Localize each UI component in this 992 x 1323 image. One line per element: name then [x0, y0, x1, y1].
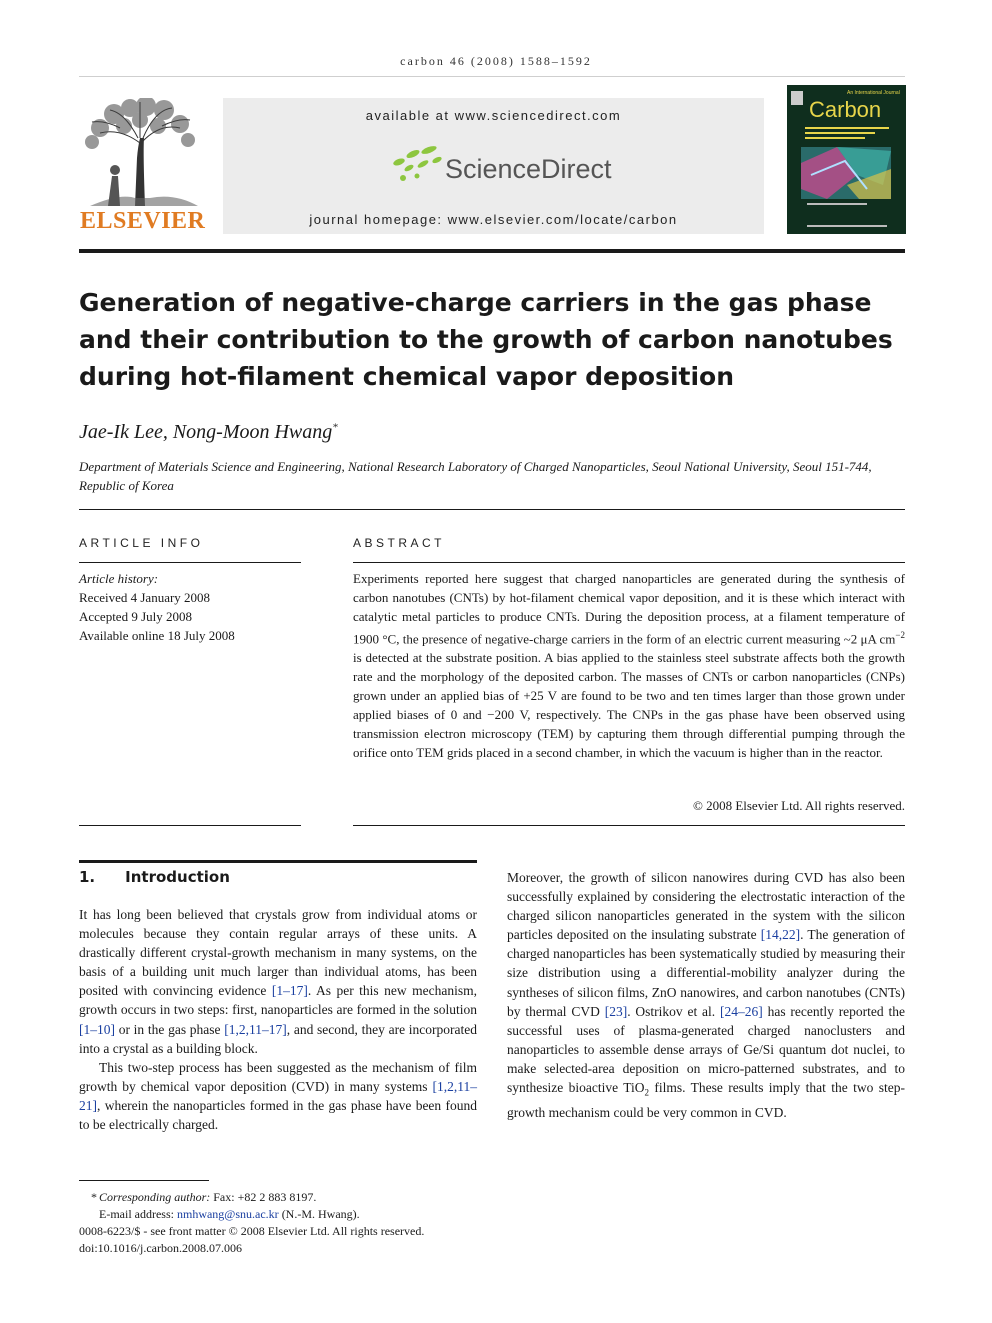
intro-paragraph-3: [507, 868, 905, 1122]
citation-link[interactable]: [1–17]: [271, 983, 308, 999]
text: . As per this new mechanism, growth occurs in two steps: first, nanoparticles are formed in the solution: [79, 983, 477, 1018]
abstract-exponent: −2: [895, 630, 905, 640]
section-title: Introduction: [125, 868, 230, 886]
doi-line[interactable]: doi:10.1016/j.carbon.2008.07.006: [79, 1241, 242, 1255]
text: films. These results imply that the two step-growth mechanism could be very common in CVD.: [507, 1080, 906, 1120]
abstract-bottom-rule: [353, 825, 905, 826]
history-label: Article history:: [79, 571, 159, 586]
footnote-rule: [79, 1180, 209, 1181]
header-rule: [79, 76, 905, 77]
abstract-copyright: © 2008 Elsevier Ltd. All rights reserved.: [692, 798, 905, 813]
footnote-label: Corresponding author:: [99, 1190, 211, 1204]
section-heading-introduction: [79, 868, 230, 886]
text: has recently reported the successful uses of plasma-generated charged nanoclusters and nanoparticles to assemble dense arrays of Ge/Si quantum dot nuclei, to make selected-area deposition on micro-patterned substrates, and to synthesize bioactive TiO: [507, 1003, 905, 1096]
journal-homepage-text[interactable]: journal homepage: www.elsevier.com/locate/carbon: [309, 212, 678, 227]
sciencedirect-wordmark: ScienceDirect: [445, 154, 612, 184]
abstract-label: ABSTRACT: [353, 536, 446, 550]
cover-title: Carbon: [809, 97, 882, 122]
sciencedirect-banner: [223, 98, 764, 234]
email-footnote: [99, 1206, 360, 1222]
abstract-part-2: is detected at the substrate position. A bias applied to the stainless steel substrate affects both the growth rate and the morphology of the deposited carbon. The masses of CNTs or carbon nanoparticles (CNPs) grown under an applied bias of +25 V are found to be two and ten times larger than those grown under applied biases of 0 and −200 V, respectively. The CNPs in the gas phase have been observed using transmission electron microscopy (TEM) by capturing them through differential pumping through the orifice onto TEM grids placed in a second chamber, in which the vacuum is higher than in the reactor.: [353, 650, 905, 761]
abstract-text: [353, 569, 905, 762]
article-title: Generation of negative-charge carriers in the gas phase and their contribution to the growth of carbon nanotubes during hot-filament chemical vapor deposition: [79, 288, 893, 391]
text: . Ostrikov et al.: [627, 1003, 720, 1019]
info-bottom-rule: [79, 825, 301, 826]
elsevier-tree-logo: [80, 98, 200, 206]
info-top-rule: [79, 509, 905, 510]
intro-paragraph-1: [79, 905, 477, 1058]
text: , wherein the nanoparticles formed in the gas phase have been found to be electrically charged.: [79, 1097, 477, 1133]
journal-cover-image: [787, 85, 906, 234]
cover-subtitle: An International Journal: [847, 90, 900, 96]
available-at-text[interactable]: available at www.sciencedirect.com: [365, 108, 622, 123]
masthead-rule: [79, 249, 905, 253]
corresponding-author-footnote: [79, 1189, 316, 1205]
text: . The generation of charged nanoparticles has been systematically studied by measuring their size distribution using a differential-mobility analyzer during the syntheses of silicon films, ZnO nanowires, and carbon nanotubes (CNTs) by thermal CVD: [507, 927, 905, 1019]
citation-link[interactable]: [1–10]: [79, 1021, 115, 1037]
email-link[interactable]: nmhwang@snu.ac.kr: [176, 1207, 279, 1221]
right-column-text: [507, 868, 905, 1122]
text: , and second, they are incorporated into a crystal as a building block.: [79, 1021, 478, 1056]
received-date: Received 4 January 2008: [79, 590, 211, 605]
citation-link[interactable]: [14,22]: [760, 927, 801, 943]
info-label-rule: [79, 562, 301, 563]
intro-paragraph-2: [79, 1058, 477, 1134]
text: It has long been believed that crystals grow from individual atoms or molecules because they contain regular arrays of these units. A drastically different crystal-growth mechanism in many systems, on the basis of a building unit much larger than individual atoms, has been posited with convincing evidence: [79, 907, 477, 999]
citation-link[interactable]: [1,2,11–21]: [79, 1078, 477, 1113]
corresponding-author-mark[interactable]: *: [332, 421, 338, 434]
footnote-fax: Fax: +82 2 883 8197.: [210, 1190, 317, 1204]
issn-line: 0008-6223/$ - see front matter © 2008 Elsevier Ltd. All rights reserved.: [79, 1224, 425, 1238]
section-number: 1.: [79, 868, 96, 886]
text: or in the gas phase: [115, 1021, 225, 1037]
affiliation: Department of Materials Science and Engineering, National Research Laboratory of Charged Nanoparticles, Seoul National University, Seoul 151-744, Republic of Korea: [79, 459, 872, 493]
citation-link[interactable]: [23]: [604, 1003, 628, 1019]
article-info-label: ARTICLE INFO: [79, 536, 204, 550]
abstract-label-rule: [353, 562, 905, 563]
intro-heading-rule: [79, 860, 477, 863]
email-owner: (N.-M. Hwang).: [278, 1207, 360, 1221]
online-date: Available online 18 July 2008: [79, 628, 235, 643]
running-header: carbon 46 (2008) 1588–1592: [400, 54, 592, 68]
citation-link[interactable]: [1,2,11–17]: [224, 1021, 287, 1037]
authors-names[interactable]: Jae-Ik Lee, Nong-Moon Hwang: [79, 421, 333, 443]
abstract-part-1: Experiments reported here suggest that charged nanoparticles are generated during the synthesis of carbon nanotubes (CNTs) by hot-filament chemical vapor deposition, and it is these which interact with catalytic metal particles to produce CNTs. During the deposition process, at a filament temperature of 1900 °C, the presence of negative-charge carriers in the form of an electric current measuring ~2 μA cm: [353, 571, 905, 647]
email-label: E-mail address:: [99, 1207, 177, 1221]
accepted-date: Accepted 9 July 2008: [79, 609, 193, 624]
article-history: [79, 569, 301, 645]
elsevier-wordmark: ELSEVIER: [80, 208, 206, 234]
footnote-mark: *: [91, 1190, 97, 1204]
subscript: 2: [644, 1087, 649, 1098]
author-list: [79, 421, 338, 444]
sciencedirect-leaf-icon: [391, 144, 443, 184]
left-column-text: [79, 905, 477, 1134]
text: Moreover, the growth of silicon nanowires during CVD has also been successfully explained by considering the electrostatic interaction of the charged silicon nanoparticles generated in the system with the silicon particles deposited on the insulating substrate: [507, 870, 905, 943]
citation-link[interactable]: [24–26]: [720, 1003, 763, 1019]
text: This two-step process has been suggested as the mechanism of film growth by chemical vapor deposition (CVD) in many systems: [79, 1059, 477, 1094]
